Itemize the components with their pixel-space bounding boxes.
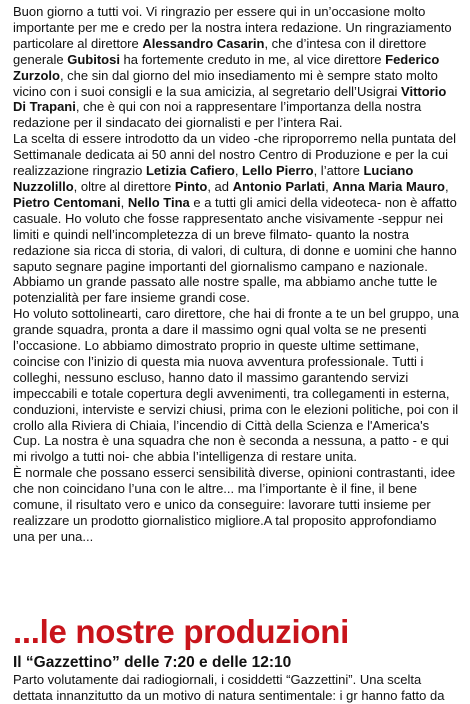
bold-name: Gubitosi	[67, 51, 120, 67]
text-run: La scelta di essere introdotto da un video -che riproporremo nella puntata del Settimanale dedicata ai 50 anni del nostro Centro di Produzione e per la cui realizzazione ringrazio	[13, 131, 456, 179]
bold-name: Vittorio Di Trapani	[13, 83, 447, 115]
bold-name: Pinto	[174, 178, 208, 194]
section-subheading: Il “Gazzettino” delle 7:20 e delle 12:10	[13, 653, 292, 671]
text-run: ha fortemente creduto in me, al vice direttore	[119, 51, 386, 67]
text-run: ,	[120, 194, 128, 210]
bold-name: Pietro Centomani	[13, 194, 121, 210]
bold-name: Alessandro Casarin	[142, 35, 265, 51]
bold-name: Luciano Nuzzolillo	[13, 163, 414, 194]
letter-paragraph	[13, 131, 459, 306]
section-headline: ...le nostre produzioni	[13, 612, 349, 650]
text-run: , ad	[207, 178, 233, 194]
text-run: , che è qui con noi a rappresentare l’importanza della nostra redazione per il sindacato dei giornalisti e per l’intera Rai.	[13, 99, 422, 131]
letter-paragraph	[13, 465, 459, 545]
bold-name: Letizia Cafiero	[145, 163, 235, 179]
bold-name: Anna Maria Mauro	[332, 178, 445, 194]
text-run: ,	[234, 163, 243, 179]
text-run: , che sin dal giorno del mio insediamento mi è sempre stato molto vicino con i suoi consigli e la sua amicizia, al segretario dell’Usigrai	[13, 67, 438, 99]
letter-paragraph	[13, 4, 459, 131]
letter-paragraph	[13, 306, 459, 465]
bold-name: Federico Zurzolo	[13, 51, 440, 83]
text-run: ,	[445, 178, 449, 194]
text-run: , l’attore	[313, 163, 364, 179]
text-run: e a tutti gli amici della videoteca- non è affatto casuale. Ho voluto che fosse rappresentato anche visivamente -seppur nei limiti e quindi nell’incompletezza di un breve filmato- quanto la nostra redazione sia ricca di storia, di valori, di cultura, di donne e uomini che hanno saputo segnare pagine importanti del giornalismo campano e nazionale. Abbiamo un grande passato alle nostre spalle, ma abbiamo anche tutte le potenzialità per fare insieme grandi cose.	[13, 194, 457, 306]
text-run: , oltre al direttore	[73, 178, 175, 194]
text-run: È normale che possano esserci sensibilità diverse, opinioni contrastanti, idee che non coincidano l’una con le altre... ma l’importante è il fine, il bene comune, il risultato vero e unico da conseguire: lavorare tutti insieme per realizzare un prodotto giornalistico migliore.A tal proposito approfondiamo una per una...	[13, 465, 456, 544]
section-intro-paragraph: Parto volutamente dai radiogiornali, i cosiddetti “Gazzettini”. Una scelta dettata innanzitutto da un motivo di natura sentimentale: i gr hanno fatto da	[13, 671, 445, 703]
bold-name: Lello Pierro	[242, 163, 314, 179]
spacer	[13, 545, 459, 613]
text-run: Ho voluto sottolinearti, caro direttore, che hai di fronte a te un bel gruppo, una grande squadra, pronta a dare il massimo ogni qual volta se ne presenti l’occasione. Lo abbiamo dimostrato proprio in queste ultime settimane, coincise con l’inizio di questa mia nuova avventura professionale. Tutti i colleghi, nessuno escluso, hanno dato il massimo garantendo servizi impeccabili e totale copertura degli avvenimenti, tra collegamenti in esterna, conduzioni, interviste e servizi chiusi, prima con le elezioni politiche, poi con il crollo alla Riviera di Chiaia, l’incendio di Città della Scienza e l'America's Cup. La nostra è una squadra che non è seconda a nessuna, a patto - e qui mi rivolgo a tutti noi- che abbia l’intelligenza di restare unita.	[13, 306, 459, 465]
bold-name: Nello Tina	[127, 194, 190, 210]
text-run: ,	[325, 178, 333, 194]
letter-body	[13, 4, 459, 545]
text-run: Buon giorno a tutti voi. Vi ringrazio per essere qui in un’occasione molto importante per me e credo per la nostra intera redazione. Un ringraziamento particolare al direttore	[13, 4, 452, 51]
document-page	[13, 4, 459, 704]
bold-name: Antonio Parlati	[232, 178, 326, 194]
text-run: , che d’intesa con il direttore generale	[13, 35, 427, 67]
